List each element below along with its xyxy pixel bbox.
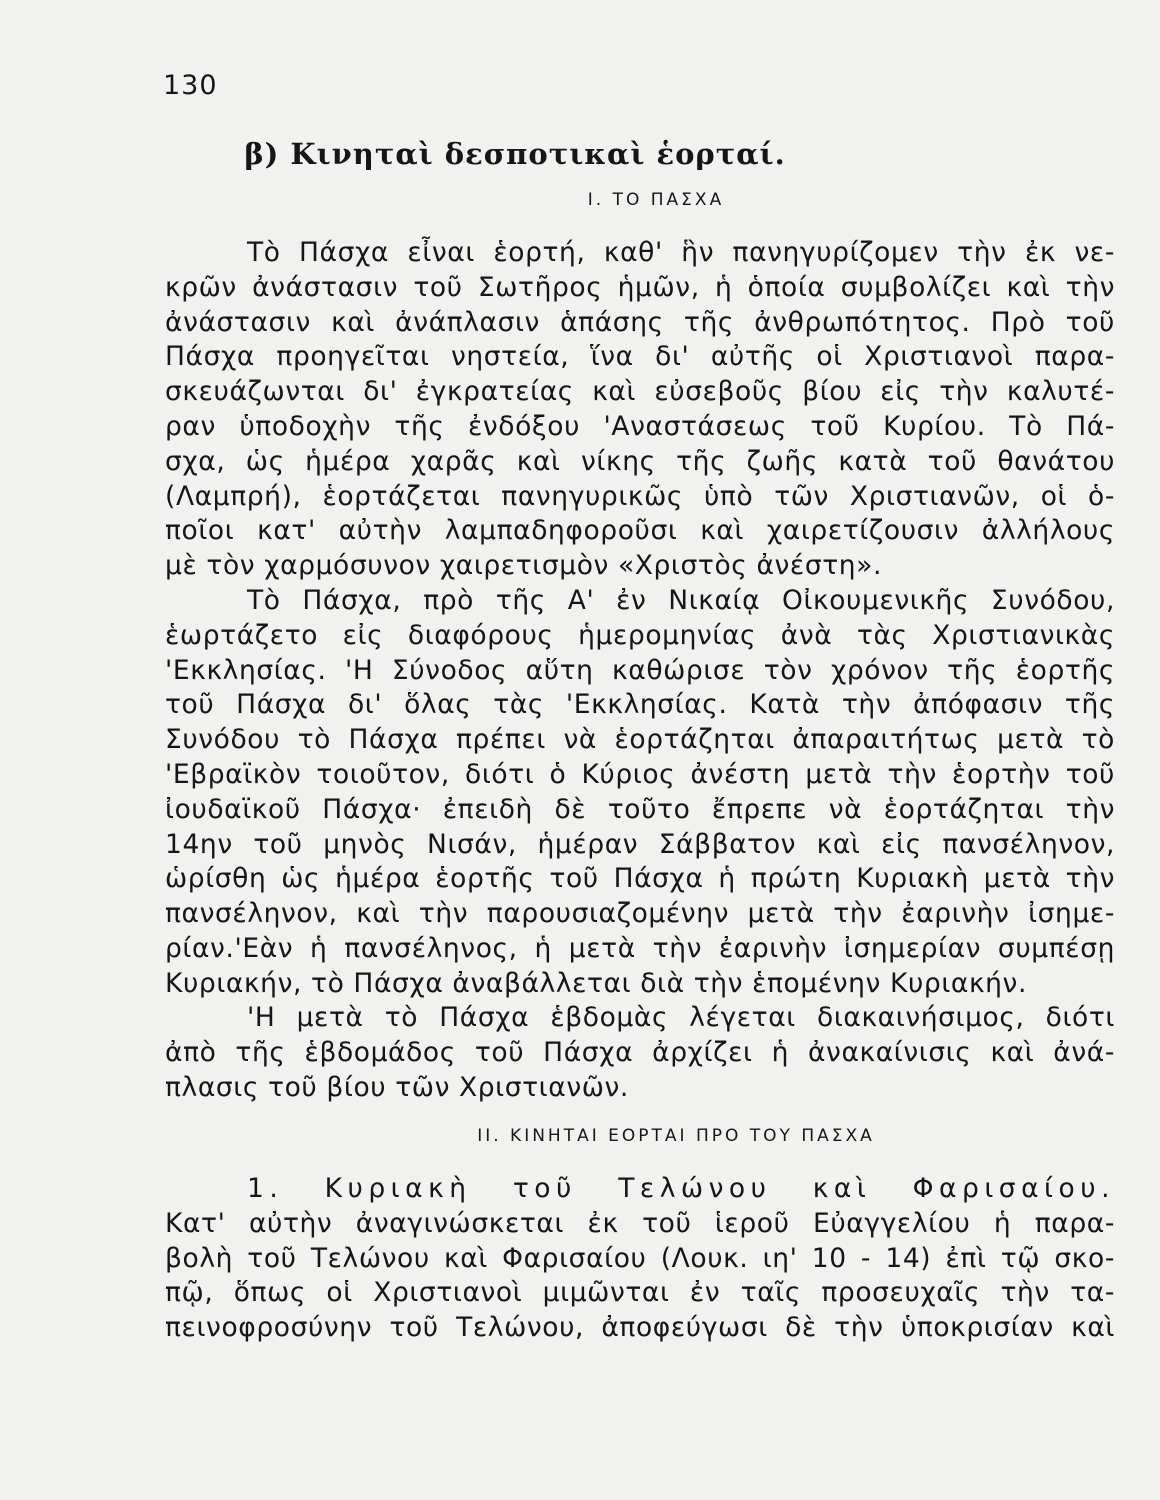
text-line: Πάσχα προηγεῖται νηστεία, ἵνα δι' αὐτῆς οἱ Χριστιανοὶ παρα- <box>165 341 1115 373</box>
text-line: Τὸ Πάσχα, πρὸ τῆς Α' ἐν Νικαίᾳ Οἰκουμενικῆς Συνόδου, <box>247 585 1115 616</box>
text-line: Κυριακήν, τὸ Πάσχα ἀναβάλλεται διὰ τὴν ἑπομένην Κυριακήν. <box>165 967 1027 999</box>
text-line: τοῦ Πάσχα δι' ὅλας τὰς 'Εκκλησίας. Κατὰ τὴν ἀπόφασιν τῆς <box>165 689 1115 721</box>
text-line: 'Εβραϊκὸν τοιοῦτον, διότι ὁ Κύριος ἀνέστη μετὰ τὴν ἑορτὴν τοῦ <box>165 758 1115 790</box>
text-line: ἀνάστασιν καὶ ἀνάπλασιν ἁπάσης τῆς ἀνθρωπότητος. Πρὸ τοῦ <box>165 306 1115 338</box>
page-number: 130 <box>163 70 218 101</box>
text-line: κρῶν ἀνάστασιν τοῦ Σωτῆρος ἡμῶν, ἡ ὁποία συμβολίζει καὶ τὴν <box>165 271 1115 303</box>
subheading-pascha: I. ΤΟ ΠΑΣΧΑ <box>587 190 725 210</box>
text-line: ἀπὸ τῆς ἑβδομάδος τοῦ Πάσχα ἀρχίζει ἡ ἀνακαίνισις καὶ ἀνά- <box>165 1036 1115 1068</box>
text-line: ἰουδαϊκοῦ Πάσχα· ἐπειδὴ δὲ τοῦτο ἔπρεπε νὰ ἑορτάζηται τὴν <box>165 793 1115 825</box>
subheading-movable-feasts: II. ΚΙΝΗΤΑΙ ΕΟΡΤΑΙ ΠΡΟ ΤΟΥ ΠΑΣΧΑ <box>477 1126 875 1146</box>
text-line: μὲ τὸν χαρμόσυνον χαιρετισμὸν «Χριστὸς ἀνέστη». <box>165 550 883 582</box>
text-line: ραν ὑποδοχὴν τῆς ἐνδόξου 'Αναστάσεως τοῦ Κυρίου. Τὸ Πά- <box>165 410 1115 442</box>
section-title: β) Κινηταὶ δεσποτικαὶ ἑορταί. <box>244 137 786 171</box>
text-line: πλασις τοῦ βίου τῶν Χριστιανῶν. <box>165 1071 629 1103</box>
paragraph-pascha-intro <box>165 236 1115 584</box>
text-line: ποῖοι κατ' αὐτὴν λαμπαδηφοροῦσι καὶ χαιρετίζουσιν ἀλλήλους <box>165 515 1115 547</box>
text-line: πῷ, ὅπως οἱ Χριστιανοὶ μιμῶνται ἐν ταῖς προσευχαῖς τὴν τα- <box>165 1277 1115 1309</box>
paragraph-publican-pharisee <box>165 1172 1115 1346</box>
text-line: (Λαμπρή), ἑορτάζεται πανηγυρικῶς ὑπὸ τῶν Χριστιανῶν, οἱ ὁ- <box>165 480 1115 512</box>
text-line: σκευάζωνται δι' ἐγκρατείας καὶ εὐσεβοῦς βίου εἰς τὴν καλυτέ- <box>165 376 1115 408</box>
section-heading-line: 1. Κυριακὴ τοῦ Τελώνου καὶ Φαρισαίου. <box>247 1173 1115 1204</box>
text-line: Τὸ Πάσχα εἶναι ἑορτή, καθ' ἣν πανηγυρίζομεν τὴν ἐκ νε- <box>247 237 1115 268</box>
text-line: πανσέληνον, καὶ τὴν παρουσιαζομένην μετὰ τὴν ἐαρινὴν ἰσημε- <box>165 898 1115 930</box>
text-line: 'Εκκλησίας. 'Η Σύνοδος αὕτη καθώρισε τὸν χρόνον τῆς ἑορτῆς <box>165 654 1115 686</box>
text-line: ἑωρτάζετο εἰς διαφόρους ἡμερομηνίας ἀνὰ τὰς Χριστιανικὰς <box>165 619 1115 651</box>
text-line: ρίαν.'Εὰν ἡ πανσέληνος, ἡ μετὰ τὴν ἐαρινὴν ἰσημερίαν συμπέσῃ <box>165 932 1115 964</box>
text-line: πεινοφροσύνην τοῦ Τελώνου, ἀποφεύγωσι δὲ τὴν ὑποκρισίαν καὶ <box>165 1312 1115 1344</box>
paragraph-bright-week <box>165 1001 1115 1105</box>
text-line: Κατ' αὐτὴν ἀναγινώσκεται ἐκ τοῦ ἱεροῦ Εὐαγγελίου ἡ παρα- <box>165 1207 1115 1239</box>
text-line: σχα, ὡς ἡμέρα χαρᾶς καὶ νίκης τῆς ζωῆς κατὰ τοῦ θανάτου <box>165 445 1115 477</box>
text-line: 'Η μετὰ τὸ Πάσχα ἑβδομὰς λέγεται διακαινήσιμος, διότι <box>247 1002 1115 1033</box>
text-line: Συνόδου τὸ Πάσχα πρέπει νὰ ἑορτάζηται ἀπαραιτήτως μετὰ τὸ <box>165 724 1115 756</box>
text-line: βολὴ τοῦ Τελώνου καὶ Φαρισαίου (Λουκ. ιη' 10 - 14) ἐπὶ τῷ σκο- <box>165 1242 1115 1274</box>
paragraph-council-date <box>165 584 1115 1002</box>
text-line: ὡρίσθη ὡς ἡμέρα ἑορτῆς τοῦ Πάσχα ἡ πρώτη Κυριακὴ μετὰ τὴν <box>165 863 1115 895</box>
text-line: 14ην τοῦ μηνὸς Νισάν, ἡμέραν Σάββατον καὶ εἰς πανσέληνον, <box>165 828 1115 860</box>
